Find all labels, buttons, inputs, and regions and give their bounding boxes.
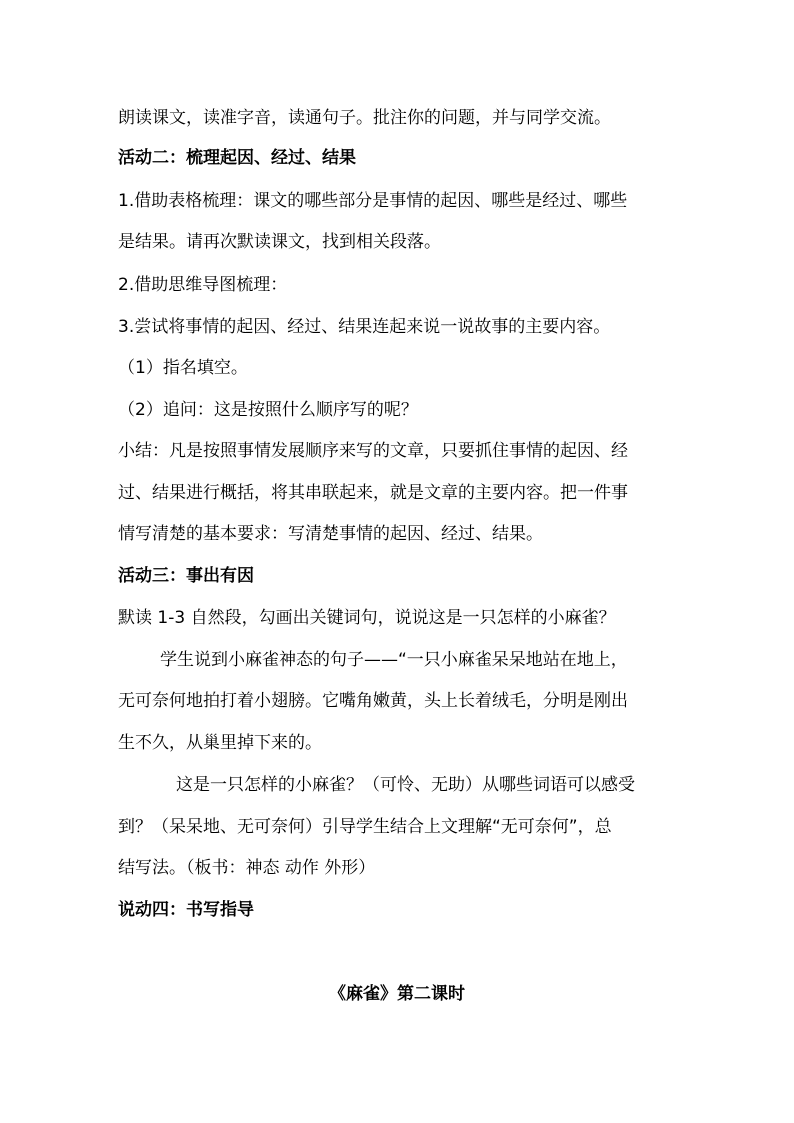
paragraph-question-line2: 到？（呆呆地、无可奈何）引导学生结合上文理解“无可奈何”，总 — [118, 817, 612, 837]
heading-activity-three: 活动三：事出有因 — [118, 566, 254, 586]
paragraph-student-quote-line3: 生不久，从巢里掉下来的。 — [118, 733, 322, 753]
paragraph-step-3: 3.尝试将事情的起因、经过、结果连起来说一说故事的主要内容。 — [118, 317, 611, 337]
paragraph-substep-2: （2）追问：这是按照什么顺序写的呢？ — [118, 400, 418, 420]
paragraph-substep-1: （1）指名填空。 — [118, 358, 248, 378]
paragraph-step-1-line2: 是结果。请再次默读课文，找到相关段落。 — [118, 232, 441, 252]
section-title: 《麻雀》第二课时 — [329, 984, 465, 1004]
paragraph-question-line1: 这是一只怎样的小麻雀？（可怜、无助）从哪些词语可以感受 — [176, 775, 635, 795]
paragraph-silent-reading: 默读 1-3 自然段，勾画出关键词句，说说这是一只怎样的小麻雀？ — [118, 608, 616, 628]
paragraph-step-2: 2.借助思维导图梳理： — [118, 275, 288, 295]
paragraph-summary-line1: 小结：凡是按照事情发展顺序来写的文章，只要抓住事情的起因、经 — [118, 441, 628, 461]
paragraph-student-quote-line2: 无可奈何地拍打着小翅膀。它嘴角嫩黄，头上长着绒毛，分明是刚出 — [118, 691, 628, 711]
paragraph-step-1-line1: 1.借助表格梳理：课文的哪些部分是事情的起因、哪些是经过、哪些 — [118, 191, 628, 211]
heading-activity-four: 说动四：书写指导 — [118, 900, 254, 920]
heading-activity-two: 活动二：梳理起因、经过、结果 — [118, 148, 356, 168]
paragraph-summary-line3: 情写清楚的基本要求：写清楚事情的起因、经过、结果。 — [118, 524, 543, 544]
paragraph-read-aloud: 朗读课文，读准字音，读通句子。批注你的问题，并与同学交流。 — [118, 108, 611, 128]
paragraph-question-line3: 结写法。（板书：神态 动作 外形） — [118, 858, 376, 878]
paragraph-summary-line2: 过、结果进行概括，将其串联起来，就是文章的主要内容。把一件事 — [118, 483, 628, 503]
paragraph-student-quote-line1: 学生说到小麻雀神态的句子——“一只小麻雀呆呆地站在地上， — [160, 650, 628, 670]
